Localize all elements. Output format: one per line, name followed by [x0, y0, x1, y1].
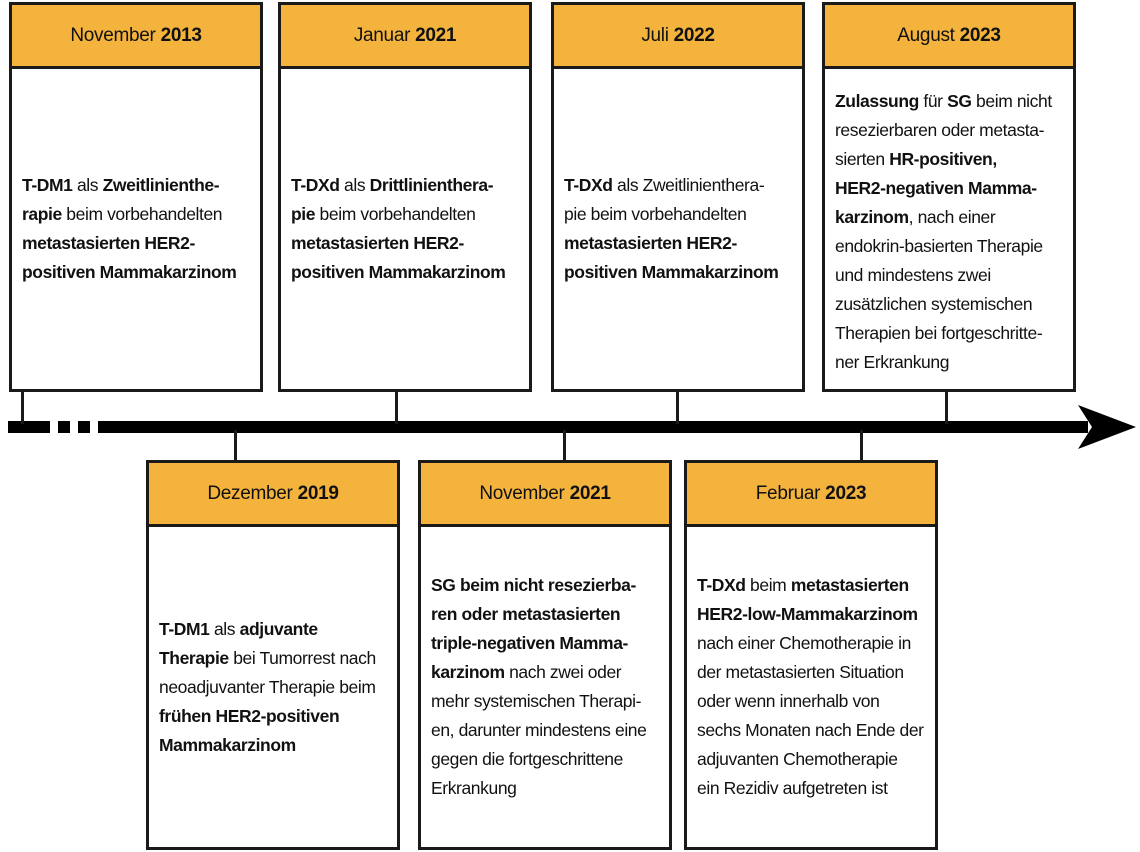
description-text-run: Drittlinienthera-	[369, 175, 494, 195]
connector-dec-2019	[234, 430, 237, 462]
milestone-description	[149, 527, 397, 847]
description-text-run: T-DM1	[22, 175, 73, 195]
milestone-date	[687, 463, 935, 527]
description-text-run: Erkrankung	[431, 778, 517, 798]
description-text-run: rapie	[22, 204, 62, 224]
milestone-description	[554, 69, 802, 389]
description-text-run: triple-negativen Mamma-	[431, 633, 628, 653]
description-text-run: positiven Mammakarzinom	[564, 262, 779, 282]
description-text-run: Zweitlinienthe-	[102, 175, 220, 195]
date-year: 2022	[673, 24, 715, 46]
description-text-run: zusätzlichen systemischen	[835, 294, 1033, 314]
milestone-description	[12, 69, 260, 389]
description-text-run: endokrin-basierten Therapie	[835, 236, 1043, 256]
date-month: Juli	[641, 24, 669, 46]
milestone-card-dec-2019	[146, 460, 400, 850]
connector-jul-2022	[676, 390, 679, 424]
description-text-run: und mindestens zwei	[835, 265, 991, 285]
description-text-run: metastasierten HER2-	[291, 233, 464, 253]
description-text-run: bei Tumorrest nach	[228, 647, 376, 668]
description-text-run: gegen die fortgeschrittene	[431, 749, 623, 769]
description-text-run: positiven Mammakarzinom	[291, 262, 506, 282]
date-month: November	[70, 24, 156, 46]
description-text-run: als Zweitlinienthera-	[612, 175, 765, 195]
timeline-line	[98, 421, 1088, 433]
milestone-description	[281, 69, 529, 389]
description-text-run: T-DM1	[159, 618, 210, 639]
description-text-run: ein Rezidiv aufgetreten ist	[697, 778, 888, 798]
milestone-date	[281, 5, 529, 69]
description-text-run: resezierbaren oder metasta-	[835, 120, 1045, 140]
milestone-date	[149, 463, 397, 527]
description-text-run: adjuvanten Chemotherapie	[697, 749, 898, 769]
date-month: Dezember	[207, 482, 293, 504]
description-text-run: für	[918, 91, 948, 111]
description-text-run: ren oder metastasierten	[431, 604, 621, 624]
connector-aug-2023	[945, 390, 948, 424]
description-text-run: beim nicht	[971, 91, 1052, 111]
description-text-run: metastasierten HER2-	[22, 233, 195, 253]
description-text-run: T-DXd	[564, 175, 613, 195]
description-text-run: karzinom	[835, 207, 909, 227]
description-text-run: neoadjuvanter Therapie beim	[159, 676, 376, 697]
connector-feb-2023	[860, 430, 863, 462]
description-text-run: metastasierten HER2-	[564, 233, 737, 253]
description-text-run: positiven Mammakarzinom	[22, 262, 237, 282]
milestone-description	[687, 527, 935, 847]
milestone-card-nov-2013	[9, 2, 263, 392]
description-text-run: SG beim nicht resezierba-	[431, 575, 636, 595]
milestone-card-jan-2021	[278, 2, 532, 392]
description-text-run: adjuvante	[239, 618, 318, 639]
milestone-date	[421, 463, 669, 527]
milestone-date	[12, 5, 260, 69]
date-month: November	[479, 482, 565, 504]
connector-nov-2021	[563, 430, 566, 462]
date-month: Januar	[353, 24, 411, 46]
description-text-run: karzinom	[431, 662, 505, 682]
description-text-run: oder wenn innerhalb von	[697, 691, 880, 711]
description-text-run: sechs Monaten nach Ende der	[697, 720, 924, 740]
milestone-card-jul-2022	[551, 2, 805, 392]
description-text-run: pie beim vorbehandelten	[564, 204, 747, 224]
description-text-run: T-DXd	[291, 175, 340, 195]
milestone-card-nov-2021	[418, 460, 672, 850]
description-text-run: en, darunter mindestens eine	[431, 720, 647, 740]
description-text-run: T-DXd	[697, 575, 746, 595]
description-text-run: nach zwei oder	[504, 662, 622, 682]
description-text-run: Therapie	[159, 647, 229, 668]
date-year: 2019	[297, 482, 339, 504]
milestone-description	[421, 527, 669, 847]
description-text-run: frühen HER2-positiven	[159, 705, 340, 726]
milestone-description	[825, 69, 1073, 389]
milestone-card-feb-2023	[684, 460, 938, 850]
date-year: 2023	[959, 24, 1001, 46]
date-year: 2023	[825, 482, 867, 504]
date-year: 2021	[569, 482, 611, 504]
date-year: 2013	[160, 24, 202, 46]
description-text-run: nach einer Chemotherapie in	[697, 633, 911, 653]
description-text-run: als	[72, 175, 103, 195]
description-text-run: sierten	[835, 149, 890, 169]
description-text-run: Therapien bei fortgeschritte-	[835, 323, 1043, 343]
description-text-run: ner Erkrankung	[835, 352, 950, 372]
description-text-run: Mammakarzinom	[159, 734, 296, 755]
description-text-run: pie	[291, 204, 316, 224]
description-text-run: metastasierten	[790, 575, 909, 595]
connector-nov-2013	[21, 390, 24, 424]
date-month: August	[897, 24, 955, 46]
description-text-run: mehr systemischen Therapi-	[431, 691, 642, 711]
description-text-run: SG	[947, 91, 972, 111]
description-text-run: Zulassung	[835, 91, 919, 111]
description-text-run: beim vorbehandelten	[61, 204, 223, 224]
milestone-date	[825, 5, 1073, 69]
connector-jan-2021	[395, 390, 398, 424]
description-text-run: beim	[745, 575, 791, 595]
milestone-card-aug-2023	[822, 2, 1076, 392]
description-text-run: als	[339, 175, 370, 195]
description-text-run: HR-positiven,	[889, 149, 997, 169]
description-text-run: HER2-low-Mammakarzinom	[697, 604, 918, 624]
milestone-date	[554, 5, 802, 69]
description-text-run: der metastasierten Situation	[697, 662, 904, 682]
description-text-run: HER2-negativen Mamma-	[835, 178, 1037, 198]
description-text-run: , nach einer	[908, 207, 996, 227]
date-month: Februar	[755, 482, 821, 504]
description-text-run: beim vorbehandelten	[315, 204, 476, 224]
date-year: 2021	[415, 24, 457, 46]
description-text-run: als	[209, 618, 240, 639]
